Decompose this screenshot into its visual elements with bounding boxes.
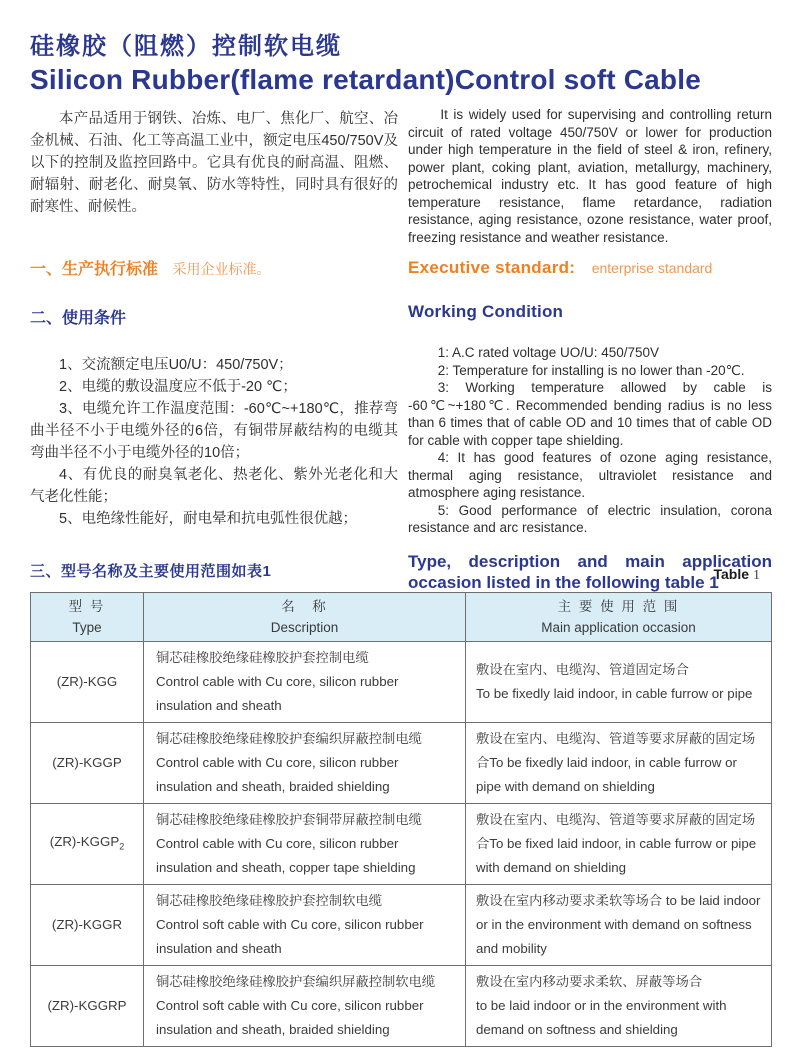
- list-item: 5、电绝缘性能好，耐电晕和抗电弧性很优越；: [59, 511, 358, 527]
- table-header-row: [31, 593, 772, 642]
- list-item: 3、电缆允许工作温度范围：-60℃~+180℃，推荐弯曲半径不小于电缆外径的6倍，有铜带屏蔽结构的电缆其弯曲半径不小于电缆外径的10倍；: [30, 401, 398, 461]
- section-standard-zh: [30, 256, 398, 279]
- table-row-kggrp: [31, 966, 772, 1047]
- cell-type: (ZR)-KGGR: [31, 885, 144, 966]
- page-title-english: Silicon Rubber(flame retardant)Control soft Cable: [30, 64, 701, 95]
- description-zh: 铜芯硅橡胶绝缘硅橡胶护套编织屏蔽控制电缆: [156, 731, 422, 746]
- col-header-description: 名 称 Description: [144, 593, 466, 642]
- description-zh: 铜芯硅橡胶绝缘硅橡胶护套控制电缆: [156, 650, 369, 665]
- application-text: 敷设在室内、电缆沟、管道等要求屏蔽的固定场合To be fixedly laid indoor, in cable furrow or pipe with demand on shielding: [476, 731, 756, 794]
- cell-description: [144, 723, 466, 804]
- application-text: 敷设在室内移动要求柔软等场合 to be laid indoor or in the environment with demand on softness and mobility: [476, 893, 761, 956]
- cell-description: [144, 642, 466, 723]
- section-heading-working-zh: 二、使用条件: [30, 310, 127, 327]
- english-column: [408, 106, 772, 593]
- cell-application: [466, 642, 772, 723]
- table-row-kggr: [31, 885, 772, 966]
- application-text: 敷设在室内、电缆沟、管道等要求屏蔽的固定场合To be fixed laid indoor, in cable furrow or pipe with demand on shielding: [476, 812, 757, 875]
- cell-application: [466, 966, 772, 1047]
- description-zh: 铜芯硅橡胶绝缘硅橡胶护套铜带屏蔽控制电缆: [156, 812, 422, 827]
- description-en: Control cable with Cu core, silicon rubber insulation and sheath, braided shielding: [156, 755, 399, 794]
- cell-description: [144, 966, 466, 1047]
- intro-paragraph-en: It is widely used for supervising and controlling return circuit of rated voltage 450/750V or lower for production under high temperature in the field of steel & iron, refinery, power plant, coking plant, aviation, metallurgy, machinery, petrochemical industry etc. It has good feature of high temperature resistance, flame retardance, radiation resistance, aging resistance, ozone resistance, water proof, freezing resistance and weather resistance.: [408, 107, 772, 245]
- list-item: 2、电缆的敷设温度应不低于-20 ℃；: [59, 379, 297, 395]
- list-item: 2: Temperature for installing is no lower than -20℃.: [437, 362, 745, 378]
- col-header-type: 型 号 Type: [31, 593, 144, 642]
- description-en: Control cable with Cu core, silicon rubber insulation and sheath, copper tape shielding: [156, 836, 416, 875]
- list-item: 4: It has good features of ozone aging resistance, thermal aging resistance, ultraviolet resistance and atmosphere aging resistance.: [408, 450, 772, 500]
- section-note-standard-zh: 采用企业标准。: [172, 261, 271, 277]
- type-subscript: 2: [119, 841, 125, 852]
- page-header: [30, 32, 775, 96]
- list-item: 5: Good performance of electric insulation, corona resistance and arc resistance.: [408, 502, 772, 535]
- description-zh: 铜芯硅橡胶绝缘硅橡胶护套控制软电缆: [156, 893, 383, 908]
- application-zh: 敷设在室内、电缆沟、管道固定场合: [476, 662, 689, 677]
- application-zh: 敷设在室内移动要求柔软、屏蔽等场合: [476, 974, 703, 989]
- description-en: Control soft cable with Cu core, silicon rubber insulation and sheath: [156, 917, 424, 956]
- cell-application: [466, 804, 772, 885]
- cable-type-table: [30, 592, 772, 1047]
- chinese-column: [30, 108, 398, 581]
- cell-type: (ZR)-KGGP: [31, 723, 144, 804]
- working-condition-list-en: [408, 344, 772, 537]
- page-title-chinese: 硅橡胶（阻燃）控制软电缆: [30, 33, 342, 60]
- section-heading-standard-en: Executive standard:: [408, 258, 576, 277]
- table-caption-word: Table: [713, 566, 749, 582]
- table-row-kgg: [31, 642, 772, 723]
- section-standard-en: [408, 258, 772, 278]
- list-item: 4、有优良的耐臭氧老化、热老化、紫外光老化和大气老化性能；: [30, 467, 398, 505]
- cell-description: [144, 804, 466, 885]
- intro-paragraph-zh: 本产品适用于钢铁、冶炼、电厂、焦化厂、航空、冶金机械、石油、化工等高温工业中，额定电压450/750V及以下的控制及监控回路中。它具有优良的耐高温、阻燃、耐辐射、耐老化、耐臭氧、防水等特性，同时具有很好的耐寒性、耐候性。: [30, 111, 398, 215]
- list-item: 1: A.C rated voltage UO/U: 450/750V: [437, 345, 660, 360]
- table-row-kggp2: [31, 804, 772, 885]
- section-heading-types-en: Type, description and main application occasion listed in the following table 1: [408, 551, 772, 592]
- list-item: 3: Working temperature allowed by cable is -60℃~+180℃. Recommended bending radius is no less than 6 times that of cable OD and 10 times that of cable OD for cable with copper tape shielding.: [408, 380, 772, 448]
- description-en: Control soft cable with Cu core, silicon rubber insulation and sheath, braided shielding: [156, 998, 424, 1037]
- description-en: Control cable with Cu core, silicon rubber insulation and sheath: [156, 674, 399, 713]
- section-heading-standard-zh: 一、生产执行标准: [30, 261, 159, 278]
- section-note-standard-en: enterprise standard: [591, 260, 713, 276]
- list-item: 1、交流额定电压U0/U：450/750V；: [59, 357, 293, 373]
- working-condition-list-zh: [30, 354, 398, 530]
- cell-type: (ZR)-KGGRP: [31, 966, 144, 1047]
- application-en: To be fixedly laid indoor, in cable furrow or pipe: [476, 686, 753, 701]
- cell-type: (ZR)-KGG: [31, 642, 144, 723]
- section-heading-types-zh: 三、型号名称及主要使用范围如表1: [30, 563, 272, 580]
- table-caption: [713, 566, 760, 584]
- col-header-application: 主 要 使 用 范 围 Main application occasion: [466, 593, 772, 642]
- table-row-kggp: [31, 723, 772, 804]
- section-heading-working-en: Working Condition: [408, 302, 564, 321]
- application-en: to be laid indoor or in the environment with demand on softness and shielding: [476, 998, 727, 1037]
- cell-application: [466, 723, 772, 804]
- description-zh: 铜芯硅橡胶绝缘硅橡胶护套编织屏蔽控制软电缆: [156, 974, 436, 989]
- cell-description: [144, 885, 466, 966]
- table-caption-number: 1: [753, 568, 760, 583]
- cell-type: $(ZR)-KGGP_2$: [31, 804, 144, 885]
- cell-application: [466, 885, 772, 966]
